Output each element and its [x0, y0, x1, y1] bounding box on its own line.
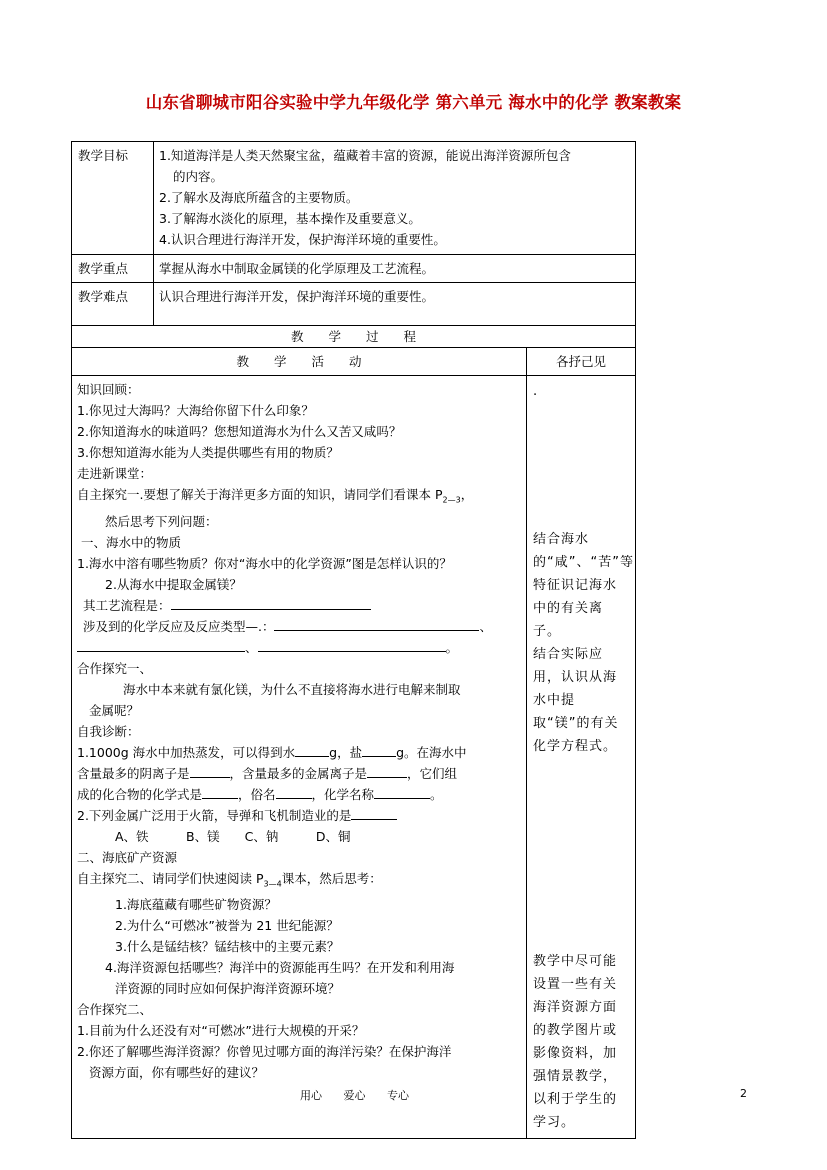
question: 1.目前为什么还没有对“可燃冰”进行大规模的开采？ — [77, 1023, 365, 1038]
document-title: 山东省聊城市阳谷实验中学九年级化学 第六单元 海水中的化学 教案教案 — [145, 93, 682, 112]
activity-header: 教 学 活 动 — [72, 348, 527, 376]
question: 金属呢？ — [89, 702, 140, 718]
answer-blank — [362, 742, 396, 757]
fill-blank-line: 成的化合物的化学式是 ，俗名 ，化学名称 。 — [77, 784, 521, 805]
fill-blank-line: 、 。 — [77, 637, 521, 658]
question: 1.你见过大海吗？大海给你留下什么印象？ — [77, 403, 314, 418]
answer-blank — [295, 742, 329, 757]
question: 海水中本来就有氯化镁，为什么不直接将海水进行电解来制取 — [123, 681, 461, 697]
footer-motto: 用心 爱心 专心 — [300, 1089, 409, 1102]
task-instruction: 自主探究二、请同学们快速阅读 $P_{3—4}$课本，然后思考： — [77, 870, 382, 888]
section-heading: 知识回顾： — [77, 382, 140, 397]
objective-item: 的内容。 — [173, 169, 224, 184]
objectives-label: 教学目标 — [72, 142, 154, 255]
objectives-row — [72, 142, 636, 255]
column-header-row — [72, 348, 636, 376]
fill-blank-line: 涉及到的化学反应及反应类型—.： 、 — [77, 616, 521, 637]
key-point-text: 掌握从海水中制取金属镁的化学原理及工艺流程。 — [154, 255, 636, 283]
section-heading: 一、海水中的物质 — [81, 534, 182, 550]
fill-blank-line: 含量最多的阴离子是 ，含量最多的金属离子是 ，它们组 — [77, 763, 521, 784]
question: 4.海洋资源包括哪些？海洋中的资源能再生吗？在开发和利用海 — [105, 960, 455, 975]
answer-blank — [190, 763, 230, 778]
objective-item: 1.知道海洋是人类天然聚宝盆，蕴藏着丰富的资源，能说出海洋资源所包含 — [159, 148, 571, 163]
objective-item: 3.了解海水淡化的原理，基本操作及重要意义。 — [159, 211, 421, 226]
answer-options: A、铁 B、镁 C、钠 D、铜 — [115, 828, 351, 844]
question: 3.什么是锰结核？锰结核中的主要元素？ — [115, 939, 340, 954]
difficulty-row — [72, 283, 636, 326]
task-instruction: 然后思考下列问题： — [105, 513, 218, 529]
task-instruction: 自主探究一.要想了解关于海洋更多方面的知识，请同学们看课本 $P_{2—3}$， — [77, 487, 474, 505]
section-heading: 自我诊断： — [77, 723, 140, 739]
question: 资源方面，你有哪些好的建议？ — [89, 1065, 265, 1080]
answer-blank — [367, 763, 407, 778]
lesson-plan-table — [71, 141, 636, 1139]
answer-blank — [274, 616, 479, 631]
objectives-content — [154, 142, 636, 255]
teaching-note: 教学中尽可能设置一些有关海洋资源方面的教学图片或影像资料，加强情景教学，以利于学生的学习。 — [533, 954, 618, 1130]
notes-header: 各抒己见 — [527, 348, 636, 376]
question: 2.你知道海水的味道吗？您想知道海水为什么又苦又咸吗？ — [77, 424, 402, 439]
question: 2.为什么“可燃冰”被誉为 21 世纪能源？ — [115, 918, 339, 933]
teaching-note: 结合海水的“咸”、“苦”等特征识记海水中的有关离子。 — [533, 532, 634, 639]
process-header: 教 学 过 程 — [72, 326, 636, 348]
question: 2.你还了解哪些海洋资源？你曾见过哪方面的海洋污染？在保护海洋 — [77, 1044, 452, 1059]
section-heading: 合作探究一、 — [77, 660, 153, 676]
question: 洋资源的同时应如何保护海洋资源环境？ — [115, 981, 341, 996]
question: 1.海水中溶有哪些物质？你对“海水中的化学资源”图是怎样认识的？ — [77, 555, 452, 571]
key-point-label: 教学重点 — [72, 255, 154, 283]
key-point-row — [72, 255, 636, 283]
margin-dot: . — [533, 384, 539, 399]
answer-blank — [171, 595, 371, 610]
objective-item: 4.认识合理进行海洋开发，保护海洋环境的重要性。 — [159, 232, 446, 247]
notes-column — [527, 376, 636, 1139]
answer-blank — [258, 637, 446, 652]
answer-blank — [202, 784, 238, 799]
answer-blank — [351, 805, 397, 820]
teaching-note: 结合实际应用，认识从海水中提取“镁”的有关化学方程式。 — [533, 647, 619, 754]
page-number: 2 — [740, 1087, 747, 1100]
question: 3.你想知道海水能为人类提供哪些有用的物质？ — [77, 445, 339, 460]
objective-item: 2.了解水及海底所蕴含的主要物质。 — [159, 190, 359, 205]
process-header-row — [72, 326, 636, 348]
activity-row — [72, 376, 636, 1139]
activity-content — [72, 376, 527, 1139]
difficulty-text: 认识合理进行海洋开发，保护海洋环境的重要性。 — [154, 283, 636, 326]
section-heading: 走进新课堂： — [77, 466, 153, 481]
question: 1.海底蕴藏有哪些矿物资源？ — [115, 897, 277, 912]
answer-blank — [374, 784, 430, 799]
fill-blank-line: 其工艺流程是： — [77, 595, 521, 616]
answer-blank — [276, 784, 312, 799]
fill-blank-line: 2.下列金属广泛用于火箭，导弹和飞机制造业的是 — [77, 805, 521, 826]
fill-blank-line: 1.1000g 海水中加热蒸发，可以得到水 g，盐 g。在海水中 — [77, 742, 521, 763]
section-heading: 合作探究二、 — [77, 1002, 153, 1017]
answer-blank — [77, 637, 245, 652]
section-heading: 二、海底矿产资源 — [77, 849, 178, 865]
question: 2.从海水中提取金属镁？ — [105, 576, 242, 592]
difficulty-label: 教学难点 — [72, 283, 154, 326]
